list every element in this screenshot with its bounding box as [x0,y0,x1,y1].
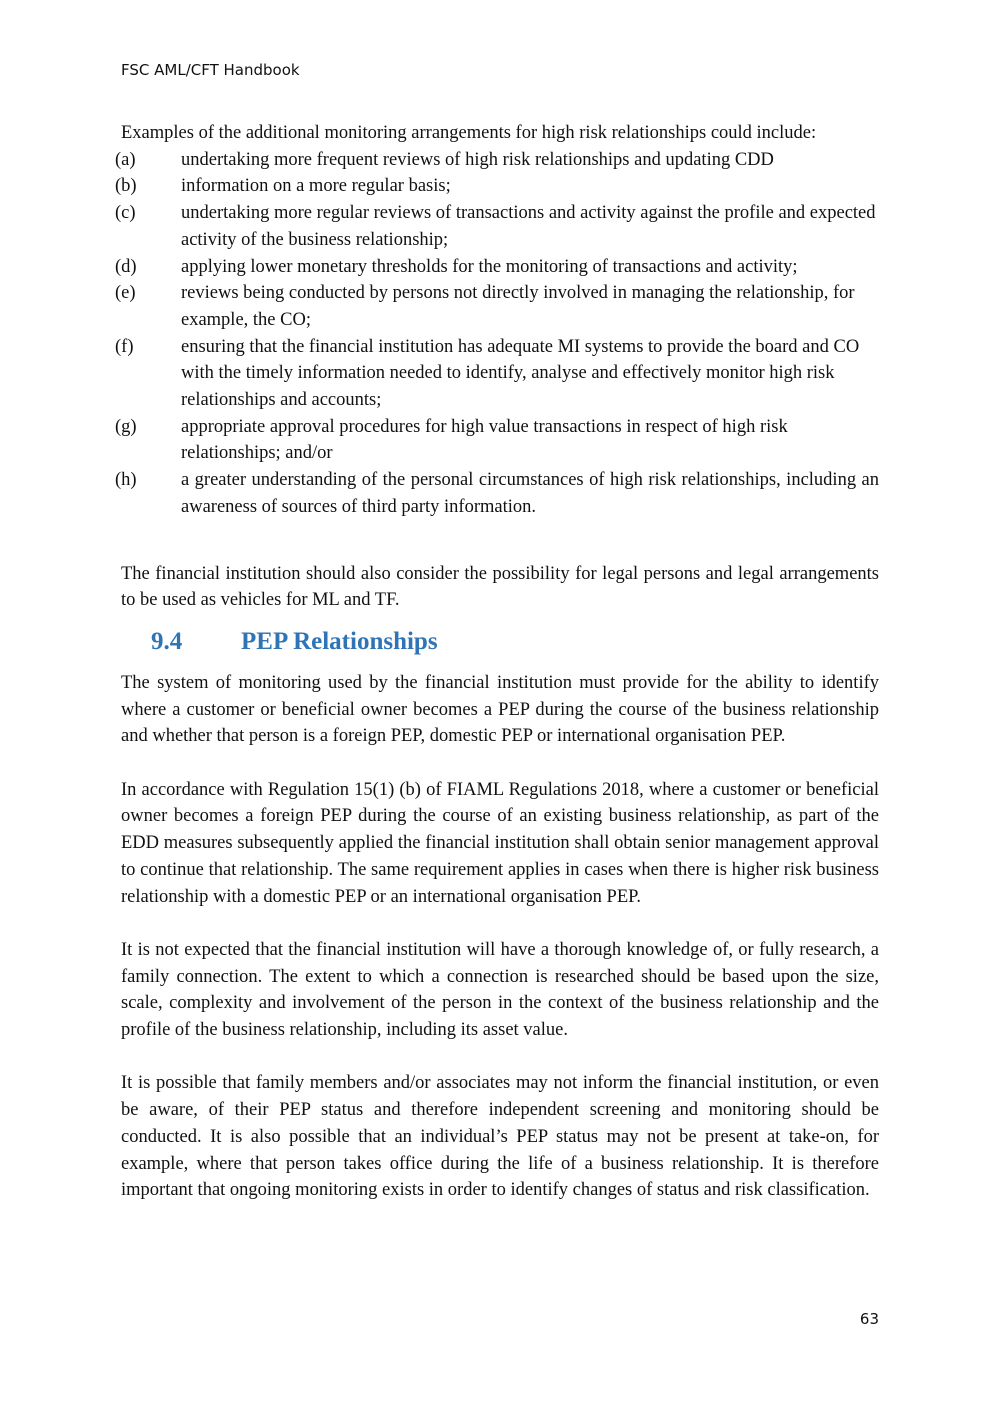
section-title: PEP Relationships [241,627,438,655]
list-item-text: reviews being conducted by persons not directly involved in managing the relationship, for example, the CO; [181,283,855,330]
list-item-text: appropriate approval procedures for high value transactions in respect of high risk relationships; and/or [181,416,788,464]
spacer [121,750,879,777]
list-marker: (b) [115,176,137,197]
list-marker: (e) [115,283,136,304]
list-marker: (f) [115,336,134,357]
list-item-text: ensuring that the financial institution has adequate MI systems to provide the board and CO with the timely information needed to identify, analyse and effectively monitor high risk relationships and accounts; [181,336,860,411]
list-item [115,414,879,467]
spacer [121,1044,879,1071]
list-marker: (h) [115,470,137,491]
list-item [115,254,879,281]
list-item-text: information on a more regular basis; [181,176,451,197]
body-paragraph: It is possible that family members and/or associates may not inform the financial institution, or even be aware, of their PEP status and therefore independent screening and monitoring should be conducted. It is also possible that an individual’s PEP status may not be present at take-on, for example, where that person takes office during the life of a business relationship. It is therefore important that ongoing monitoring exists in order to identify changes of status and risk classification. [121,1073,879,1201]
section-heading [151,622,879,662]
list-item [115,147,879,174]
running-header: FSC AML/CFT Handbook [121,61,300,79]
page-number: 63 [859,1310,879,1328]
list-marker: (a) [115,149,136,170]
list-item [115,467,879,520]
list-item [115,334,879,414]
monitoring-arrangements-list [115,147,879,521]
list-item [115,173,879,200]
list-item-text: applying lower monetary thresholds for the monitoring of transactions and activity; [181,256,798,277]
intro-paragraph: Examples of the additional monitoring arrangements for high risk relationships could include: [121,123,817,143]
list-marker: (d) [115,256,137,277]
page-content [115,120,879,1204]
list-item [115,280,879,333]
section-number: 9.4 [151,627,183,655]
list-item [115,200,879,253]
list-item-text: undertaking more regular reviews of transactions and activity against the profile and expected activity of the business relationship; [181,203,876,250]
list-marker: (g) [115,416,137,437]
spacer [121,910,879,937]
spacer [121,521,879,561]
list-item-text: undertaking more frequent reviews of high risk relationships and updating CDD [181,149,774,170]
body-paragraph: It is not expected that the financial institution will have a thorough knowledge of, or fully research, a family connection. The extent to which a connection is researched should be based upon the size, scale, complexity and involvement of the person in the context of the business relationship and the profile of the business relationship, including its asset value. [121,939,879,1041]
list-marker: (c) [115,203,136,224]
body-paragraph: The system of monitoring used by the financial institution must provide for the ability to identify where a customer or beneficial owner becomes a PEP during the course of the business relationship and whether that person is a foreign PEP, domestic PEP or international organisation PEP. [121,672,879,747]
list-item-text: a greater understanding of the personal circumstances of high risk relationships, including an awareness of sources of third party information. [181,470,879,517]
legal-arrangements-paragraph: The financial institution should also consider the possibility for legal persons and legal arrangements to be used as vehicles for ML and TF. [121,563,879,611]
body-paragraph: In accordance with Regulation 15(1) (b) of FIAML Regulations 2018, where a customer or beneficial owner becomes a foreign PEP during the course of an existing business relationship, as part of the EDD measures subsequently applied the financial institution shall obtain senior management approval to continue that relationship. The same requirement applies in cases when there is higher risk business relationship with a domestic PEP or an international organisation PEP. [121,779,879,907]
